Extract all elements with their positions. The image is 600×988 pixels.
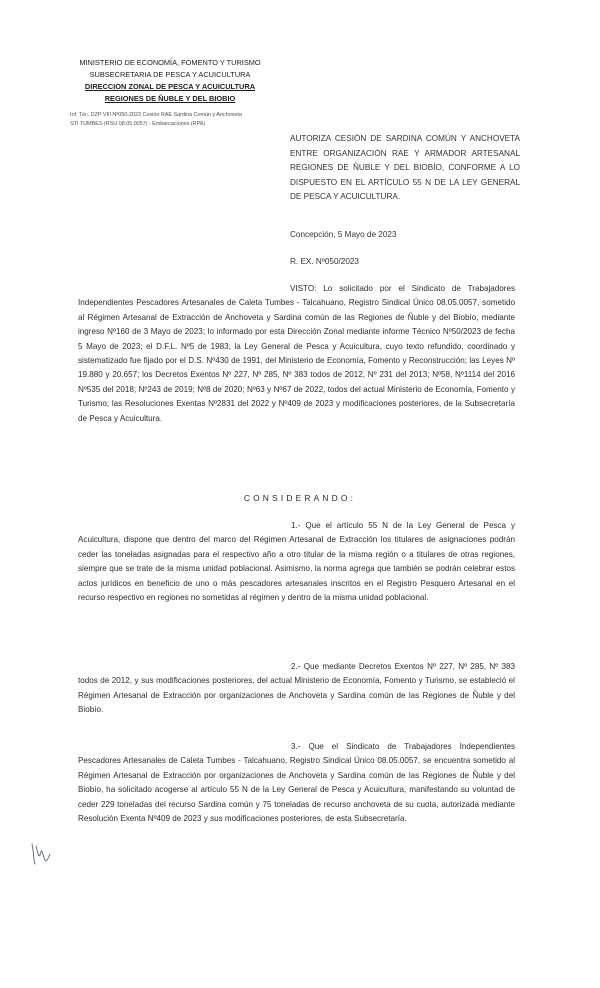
visto-text: VISTO: Lo solicitado por el Sindicato de Trabajadores Independientes Pescadores Artesanales de Caleta Tumbes - Talcahuano, Registro Sindical Único 08.05.0057, sometido al Régimen Artesanal de Extracción de Anchoveta y Sardina común de las Regiones de Ñuble y del Biobío, mediante ingreso Nº160 de 3 Mayo de 2023; lo informado por esta Dirección Zonal mediante informe Técnico Nº50/2023 de fecha 5 Mayo de 2023; el D.F.L. Nº5 de 1983; la Ley General de Pesca y Acuicultura, cuyo texto refundido, coordinado y sistematizado fue fijado por el D.S. Nº430 de 1991, del Ministerio de Economía, Fomento y Reconstrucción; las Leyes Nº 19.880 y 20.657; los Decretos Exentos Nº 227, Nº 285, Nº 383 todos de 2012, Nº 231 del 2013; Nº58, Nº1114 del 2016 Nº535 del 2018; Nº243 de 2019; Nº8 de 2020; Nº63 y Nº67 de 2022, todos del actual Ministerio de Economía, Fomento y Turismo; las Resoluciones Exentas Nº2831 del 2022 y Nº409 de 2023 y modificaciones posteriores, de la Subsecretaría de Pesca y Acuicultura. [78, 284, 515, 423]
header-regiones: REGIONES DE ÑUBLE Y DEL BIOBIO [104, 94, 236, 103]
considerando-2 [78, 660, 515, 718]
resolution-subject: AUTORIZA CESIÓN DE SARDINA COMÚN Y ANCHOVETA ENTRE ORGANIZACIÓN RAE Y ARMADOR ARTESANAL REGIONES DE ÑUBLE Y DEL BIOBÍO, CONFORME A LO DISPUESTO EN EL ARTÍCULO 55 N DE LA LEY GENERAL DE PESCA Y ACUICULTURA. [290, 134, 520, 201]
handwritten-initials-icon [28, 838, 54, 868]
considerando-1 [78, 519, 515, 605]
considerando-heading: CONSIDERANDO: [243, 493, 357, 503]
reference-line-2: STI TUMBES (RSU 08.05.0057) - Embarcaciones (RPA) [70, 121, 206, 127]
considerando-1-text: 1.- Que el artículo 55 N de la Ley General de Pesca y Acuicultura, dispone que dentro del marco del Régimen Artesanal de Extracción los titulares de asignaciones podrán ceder las toneladas asignadas para el respectivo año a otro titular de la misma región o a titulares de otras regiones, siempre que se trate de la misma unidad poblacional. Asimismo, la norma agrega que también se podrán celebrar estos actos jurídicos en beneficio de uno o más pescadores artesanales inscritos en el Registro Pesquero Artesanal en el recurso respectivo en regiones no sometidas al régimen y dentro de la misma unidad poblacional. [78, 521, 515, 603]
reference-line-1: Inf. Téc. DZP VIII Nº050-2023 Cesión RAE Sardina Común y Anchoveta [70, 112, 242, 118]
considerando-2-text: 2.- Que mediante Decretos Exentos Nº 227, Nº 285, Nº 383 todos de 2012, y sus modificaciones posteriores, del actual Ministerio de Economía, Fomento y Turismo, se estableció el Régimen Artesanal de Extracción por organizaciones de Anchoveta y Sardina común de las Regiones de Ñuble y del Biobío. [78, 662, 515, 715]
header-subsecretaria: SUBSECRETARIA DE PESCA Y ACUICULTURA [89, 70, 251, 79]
resolution-number: R. EX. Nº050/2023 [290, 257, 359, 266]
visto-paragraph [78, 282, 515, 426]
header-direccion: DIRECCION ZONAL DE PESCA Y ACUICULTURA [84, 82, 256, 91]
header-ministry: MINISTERIO DE ECONOMÍA, FOMENTO Y TURISMO [79, 58, 261, 67]
considerando-3-text: 3.- Que el Sindicato de Trabajadores Independientes Pescadores Artesanales de Caleta Tumbes - Talcahuano, Registro Sindical Único 08.05.0057, se encuentra sometido al Régimen Artesanal de Extracción por organizaciones de Anchoveta y Sardina común de las Regiones de Ñuble y del Biobío, ha solicitado acogerse al artículo 55 N de la Ley General de Pesca y Acuicultura, manifestando su voluntad de ceder 229 toneladas del recurso Sardina común y 75 toneladas de recurso anchoveta de su cuota, autorizada mediante Resolución Exenta Nº409 de 2023 y sus modificaciones posteriores, de esta Subsecretaría. [78, 742, 515, 824]
considerando-3 [78, 740, 515, 826]
place-date: Concepción, 5 Mayo de 2023 [290, 230, 397, 239]
